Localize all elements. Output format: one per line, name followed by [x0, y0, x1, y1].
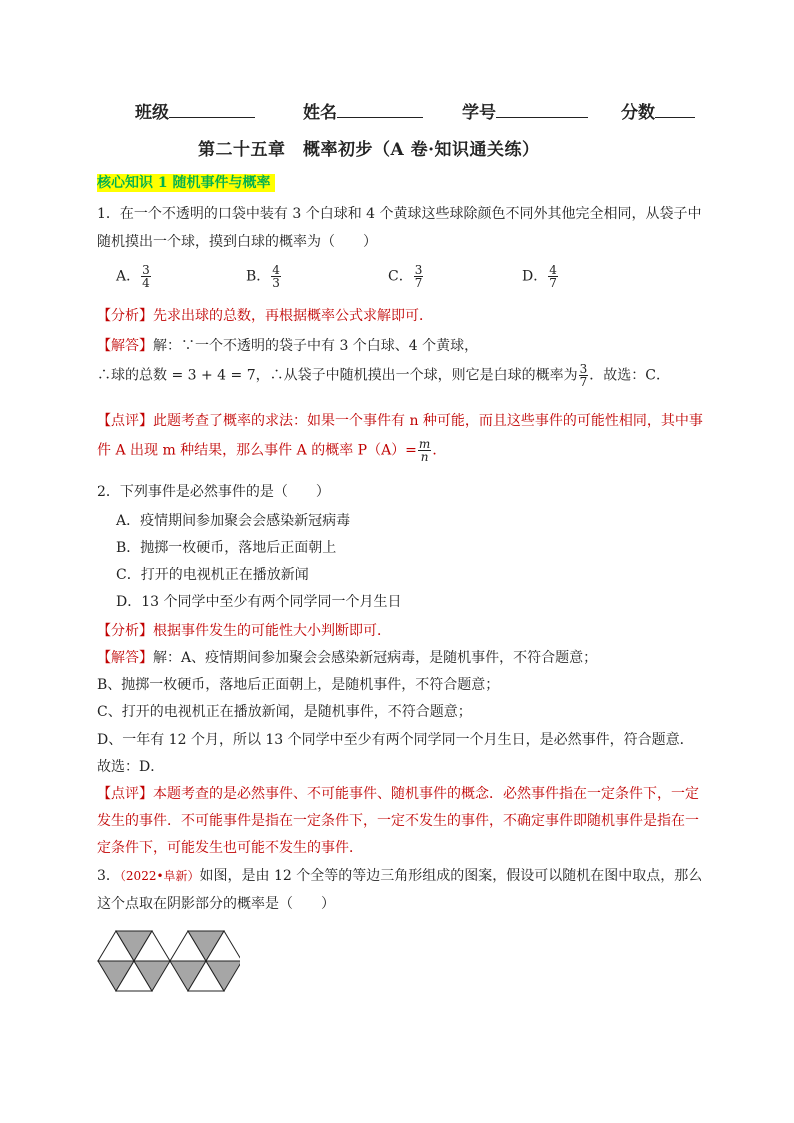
- q1-analysis: [97, 305, 433, 325]
- q2-answer-line5: 故选：D．: [97, 759, 165, 775]
- fraction-numerator: 4: [272, 263, 280, 277]
- fraction-denominator: 7: [549, 276, 557, 290]
- section-label: 核心知识 1 随机事件与概率: [97, 174, 275, 192]
- q1-comment-line1: [97, 410, 703, 430]
- number-blank[interactable]: [496, 101, 588, 118]
- name-label: 姓名: [303, 103, 337, 123]
- analysis-tag: 【分析】: [97, 308, 153, 324]
- q2-option-d[interactable]: D．13 个同学中至少有两个同学同一个月生日: [116, 594, 402, 610]
- answer-text: ．故选：C．: [589, 367, 670, 384]
- class-field[interactable]: [135, 98, 255, 123]
- comment-text: 件 A 出现 m 种结果，那么事件 A 的概率 P（A）=: [97, 442, 417, 459]
- q2-stem: 2．下列事件是必然事件的是（ ）: [97, 484, 330, 500]
- comment-text: 本题考查的是必然事件、不可能事件、随机事件的概念．必然事件指在一定条件下，一定: [153, 786, 699, 802]
- page-title: 第二十五章 概率初步（A 卷·知识通关练）: [198, 140, 540, 160]
- q2-answer-line4: D、一年有 12 个月，所以 13 个同学中至少有两个同学同一个月生日，是必然事件，符合题意．: [97, 732, 694, 748]
- q1-stem-line1: 1．在一个不透明的口袋中装有 3 个白球和 4 个黄球这些球除颜色不同外其他完全相同，从袋子中: [97, 206, 702, 222]
- score-field[interactable]: [621, 98, 695, 123]
- q2-answer-line1: [97, 647, 597, 667]
- q2-analysis: [97, 620, 391, 640]
- hexagon-figure: [90, 918, 240, 1008]
- question-number: 3．: [97, 868, 120, 884]
- q3-stem-line1: [97, 865, 702, 885]
- q3-stem-line2: 这个点取在阴影部分的概率是（ ）: [97, 896, 335, 912]
- q1-answer-line1: [97, 335, 478, 355]
- question-text: 如图，是由 12 个全等的等边三角形组成的图案，假设可以随机在图中取点，那么: [199, 868, 703, 884]
- fraction-denominator: 3: [272, 276, 280, 290]
- answer-text: ∴球的总数 = 3 + 4 = 7，∴从袋子中随机摸出一个球，则它是白球的概率为: [97, 367, 578, 384]
- q2-comment-line1: [97, 783, 699, 803]
- fraction-denominator: 7: [414, 276, 423, 290]
- q1-comment-line2: [97, 438, 446, 463]
- class-blank[interactable]: [169, 101, 255, 118]
- number-field[interactable]: [462, 98, 588, 123]
- answer-text: 解：∵一个不透明的袋子中有 3 个白球、4 个黄球，: [153, 338, 479, 354]
- option-fraction: [548, 264, 558, 289]
- answer-tag: 【解答】: [97, 338, 153, 354]
- score-blank[interactable]: [655, 101, 695, 118]
- score-label: 分数: [621, 103, 655, 123]
- name-blank[interactable]: [337, 101, 423, 118]
- option-fraction: [271, 264, 281, 289]
- fraction-numerator: 4: [549, 263, 557, 277]
- q2-answer-line3: C、打开的电视机正在播放新闻，是随机事件，不符合题意；: [97, 704, 472, 720]
- q2-option-c[interactable]: C．打开的电视机正在播放新闻: [116, 567, 309, 583]
- comment-fraction: [418, 438, 431, 463]
- option-fraction: [414, 264, 424, 289]
- analysis-tag: 【分析】: [97, 623, 153, 639]
- option-label: B．: [246, 268, 271, 285]
- analysis-text: 根据事件发生的可能性大小判断即可．: [153, 623, 391, 639]
- answer-fraction: [579, 363, 589, 388]
- fraction-denominator: 7: [579, 375, 588, 389]
- q2-option-b[interactable]: B．抛掷一枚硬币，落地后正面朝上: [116, 540, 337, 556]
- class-label: 班级: [135, 103, 169, 123]
- q1-option-d[interactable]: [522, 264, 559, 289]
- number-label: 学号: [462, 103, 496, 123]
- fraction-numerator: 3: [142, 263, 150, 277]
- option-label: D．: [522, 268, 548, 285]
- comment-tag: 【点评】: [97, 786, 153, 802]
- name-field[interactable]: [303, 98, 423, 123]
- q2-comment-line3: 定条件下，可能发生也可能不发生的事件．: [97, 840, 363, 856]
- fraction-numerator: 3: [579, 362, 588, 376]
- q1-stem-line2: 随机摸出一个球，摸到白球的概率为（ ）: [97, 234, 377, 250]
- fraction-numerator: m: [418, 437, 431, 451]
- comment-text: ．: [432, 442, 447, 459]
- answer-tag: 【解答】: [97, 650, 153, 666]
- comment-tag: 【点评】: [97, 413, 153, 429]
- q2-answer-line2: B、抛掷一枚硬币，落地后正面朝上，是随机事件，不符合题意；: [97, 677, 500, 693]
- q1-option-b[interactable]: [246, 264, 282, 289]
- option-fraction: [141, 264, 151, 289]
- q1-option-c[interactable]: [388, 264, 424, 289]
- q2-comment-line2: 发生的事件．不可能事件是指在一定条件下，一定不发生的事件，不确定事件即随机事件是指在一: [97, 813, 699, 829]
- option-label: C．: [388, 268, 413, 285]
- answer-text: 解：A、疫情期间参加聚会会感染新冠病毒，是随机事件，不符合题意；: [153, 650, 598, 666]
- hexagon-left: [98, 931, 170, 991]
- fraction-numerator: 3: [414, 263, 423, 277]
- question-source: （2022•阜新）: [119, 869, 200, 883]
- option-label: A．: [116, 268, 141, 285]
- analysis-text: 先求出球的总数，再根据概率公式求解即可．: [153, 308, 433, 324]
- q1-answer-line2: [97, 363, 670, 388]
- fraction-denominator: 4: [142, 276, 150, 290]
- section-heading: [97, 172, 275, 192]
- fraction-denominator: n: [420, 450, 429, 464]
- comment-text: 此题考查了概率的求法：如果一个事件有 n 种可能，而且这些事件的可能性相同，其中事: [153, 413, 703, 429]
- q1-option-a[interactable]: [116, 264, 152, 289]
- q2-option-a[interactable]: A．疫情期间参加聚会会感染新冠病毒: [116, 513, 351, 529]
- hexagon-right: [170, 931, 240, 991]
